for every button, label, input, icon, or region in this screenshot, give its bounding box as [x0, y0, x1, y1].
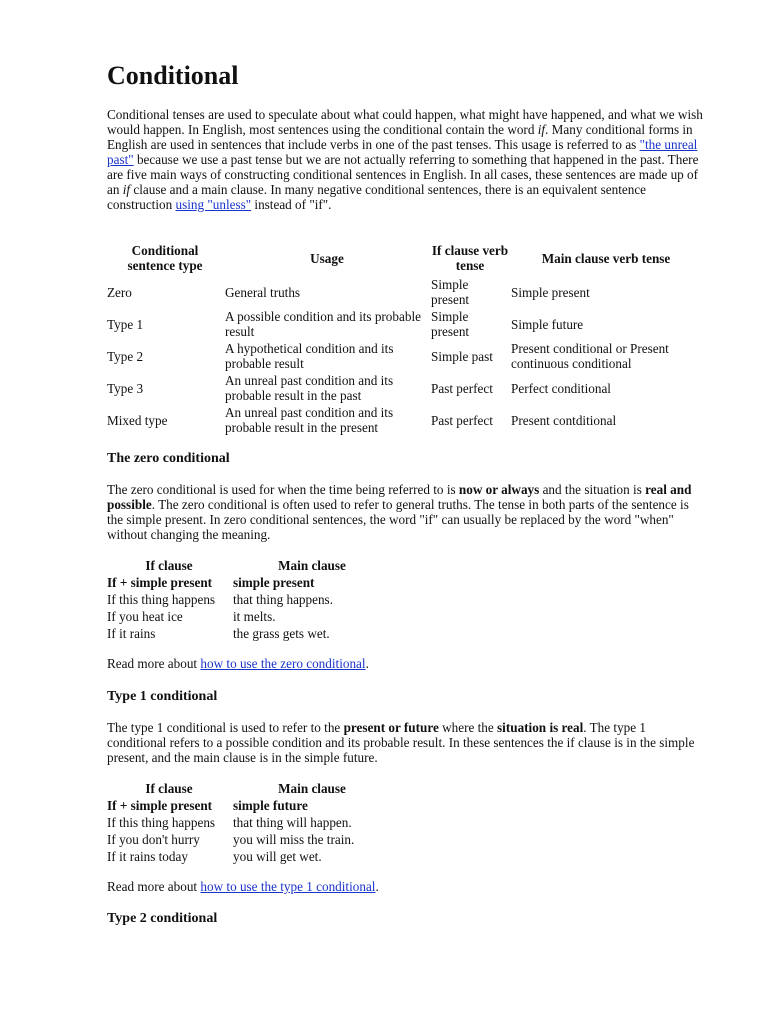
- type1-conditional-link[interactable]: how to use the type 1 conditional: [200, 879, 376, 894]
- table-row: [107, 372, 703, 404]
- type1-text-1: The type 1 conditional is used to refer to the: [107, 720, 344, 735]
- table-row: [107, 591, 393, 608]
- formula-if: If + simple present: [107, 575, 213, 590]
- type1-text-3: . The type 1 conditional refers to a possible condition and its probable result. In these sentences the if clause is in the simple present, and the main clause is in the simple future.: [107, 720, 695, 765]
- table-cell: If it rains today: [107, 849, 188, 864]
- header-main-clause: Main clause: [278, 781, 346, 796]
- formula-if: If + simple present: [107, 798, 213, 813]
- table-row: [107, 608, 393, 625]
- table-header-row: [107, 780, 393, 797]
- header-main-clause-tense: Main clause verb tense: [541, 250, 671, 266]
- zero-bold-1: now or always: [458, 482, 540, 497]
- type1-read-more: [107, 879, 707, 894]
- intro-text-3: because we use a past tense but we are not actually referring to something that happened in the past. There are five main ways of constructing conditional sentences in English. In all cases, these sentences are made up of an: [107, 152, 699, 197]
- table-cell: If it rains: [107, 626, 156, 641]
- table-cell: Past perfect: [431, 412, 493, 428]
- zero-conditional-examples-table: [107, 557, 393, 642]
- formula-main: simple present: [233, 575, 315, 590]
- table-row: [107, 848, 393, 865]
- table-cell: Past perfect: [431, 380, 493, 396]
- header-if-clause: If clause: [145, 558, 193, 573]
- read-more-text: Read more about: [107, 879, 201, 894]
- table-cell: Perfect conditional: [511, 380, 611, 396]
- zero-conditional-heading: The zero conditional: [107, 451, 230, 466]
- table-row: [107, 814, 393, 831]
- table-cell: An unreal past condition and its probable result in the present: [225, 405, 394, 435]
- table-cell: Simple present: [511, 284, 590, 300]
- zero-conditional-link[interactable]: how to use the zero conditional: [200, 656, 366, 671]
- using-unless-link[interactable]: using "unless": [175, 197, 252, 212]
- type1-conditional-heading: Type 1 conditional: [107, 689, 218, 704]
- type1-bold-2: situation is real: [497, 720, 584, 735]
- table-cell: that thing will happen.: [233, 815, 352, 830]
- zero-conditional-paragraph: [107, 482, 707, 542]
- header-if-clause-tense: If clause verb tense: [431, 243, 509, 273]
- conditional-types-table: [107, 240, 703, 436]
- header-sentence-type: Conditional sentence type: [127, 243, 203, 273]
- header-main-clause: Main clause: [278, 558, 346, 573]
- table-row: [107, 308, 703, 340]
- table-cell: the grass gets wet.: [233, 626, 330, 641]
- type1-conditional-examples-table: [107, 780, 393, 865]
- read-more-text: Read more about: [107, 656, 201, 671]
- formula-main: simple future: [233, 798, 308, 813]
- table-cell: it melts.: [233, 609, 276, 624]
- table-row: [107, 574, 393, 591]
- read-more-end: .: [375, 879, 379, 894]
- table-cell: General truths: [225, 284, 301, 300]
- table-cell: that thing happens.: [233, 592, 333, 607]
- table-cell: A possible condition and its probable result: [225, 309, 421, 339]
- type1-conditional-paragraph: [107, 720, 707, 765]
- intro-paragraph: [107, 107, 707, 212]
- intro-text-4: clause and a main clause. In many negative conditional sentences, there is an equivalent sentence construction: [107, 182, 647, 212]
- table-cell: Present conditional or Present continuous conditional: [511, 341, 669, 371]
- table-cell: If this thing happens: [107, 592, 216, 607]
- header-usage: Usage: [310, 250, 344, 266]
- table-row: [107, 625, 393, 642]
- table-cell: Simple past: [431, 348, 493, 364]
- type1-bold-1: present or future: [343, 720, 439, 735]
- type1-text-2: where the: [438, 720, 498, 735]
- table-cell: If you don't hurry: [107, 832, 200, 847]
- table-header-row: [107, 557, 393, 574]
- intro-text-2: . Many conditional forms in English are used in sentences that include verbs in one of the past tenses. This usage is referred to as: [107, 122, 693, 152]
- table-cell: Simple present: [431, 309, 470, 339]
- table-cell: An unreal past condition and its probable result in the past: [225, 373, 394, 403]
- table-row: [107, 340, 703, 372]
- table-cell: Type 3: [107, 380, 144, 396]
- table-cell: Simple present: [431, 277, 470, 307]
- table-cell: Type 2: [107, 348, 144, 364]
- table-row: [107, 276, 703, 308]
- intro-if-italic: if: [537, 122, 546, 137]
- intro-text-5: instead of "if".: [251, 197, 332, 212]
- table-cell: Type 1: [107, 316, 144, 332]
- unreal-past-link[interactable]: "the unreal past": [107, 137, 698, 167]
- table-header-row: [107, 240, 703, 276]
- table-cell: If you heat ice: [107, 609, 183, 624]
- zero-text-3: . The zero conditional is often used to refer to general truths. The tense in both parts of the sentence is the simple present. In zero conditional sentences, the word "if" can usually be replaced by the word "when" without changing the meaning.: [107, 497, 689, 542]
- table-cell: Present contditional: [511, 412, 617, 428]
- header-if-clause: If clause: [145, 781, 193, 796]
- table-cell: A hypothetical condition and its probable result: [225, 341, 394, 371]
- table-row: [107, 797, 393, 814]
- table-cell: Mixed type: [107, 412, 168, 428]
- table-row: [107, 831, 393, 848]
- table-cell: Zero: [107, 284, 132, 300]
- table-cell: you will miss the train.: [233, 832, 355, 847]
- table-cell: If this thing happens: [107, 815, 216, 830]
- intro-if-italic-2: if: [122, 182, 131, 197]
- page-title: Conditional: [107, 61, 239, 90]
- table-row: [107, 404, 703, 436]
- intro-text-1: Conditional tenses are used to speculate about what could happen, what might have happened, and what we wish would happen. In English, most sentences using the conditional contain the word: [107, 107, 703, 137]
- zero-text-2: and the situation is: [539, 482, 646, 497]
- zero-read-more: [107, 656, 707, 671]
- zero-text-1: The zero conditional is used for when the time being referred to is: [107, 482, 459, 497]
- type2-conditional-heading: Type 2 conditional: [107, 911, 218, 926]
- table-cell: Simple future: [511, 316, 584, 332]
- read-more-end: .: [365, 656, 369, 671]
- zero-bold-2: real and possible: [107, 482, 692, 512]
- table-cell: you will get wet.: [233, 849, 322, 864]
